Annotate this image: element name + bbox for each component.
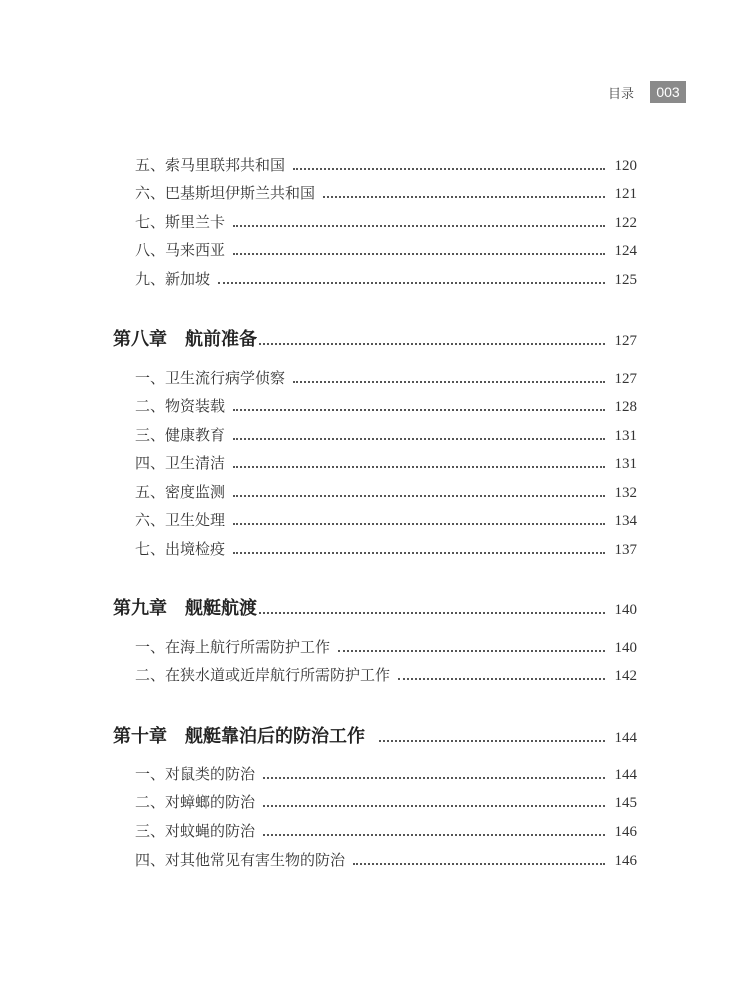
toc-entry-page: 144 [614,767,637,783]
toc-entry[interactable] [135,792,637,812]
dot-leader [233,225,604,227]
dot-leader [233,523,604,525]
toc-chapter-page: 127 [614,333,637,349]
toc-entry-page: 145 [614,795,637,811]
dot-leader [263,805,604,807]
toc-chapter-title: 第九章 舰艇航渡 [113,598,257,619]
toc-entry-title: 三、健康教育 [135,426,226,444]
toc-entry-page: 146 [614,824,637,840]
toc-entry-page: 140 [614,640,637,656]
dot-leader [353,863,604,865]
toc-chapter[interactable] [113,327,637,351]
dot-leader [398,678,604,680]
toc-chapter[interactable] [113,724,637,748]
toc-entry[interactable] [135,510,637,530]
toc-chapter[interactable] [113,596,637,620]
dot-leader [263,834,604,836]
dot-leader [293,168,604,170]
toc-entry[interactable] [135,637,637,657]
toc-entry-title: 七、出境检疫 [135,540,226,558]
toc-entry-page: 122 [614,215,637,231]
dot-leader [233,466,604,468]
toc-entry-page: 131 [614,456,637,472]
toc-entry[interactable] [135,155,637,175]
toc-entry-page: 137 [614,542,637,558]
toc-entry[interactable] [135,764,637,784]
dot-leader [233,409,604,411]
header-title: 目录 [607,86,634,102]
toc-entry-page: 121 [614,186,637,202]
toc-entry-title: 三、对蚊蝇的防治 [135,822,256,840]
dot-leader [323,196,604,198]
dot-leader [233,552,604,554]
toc-entry-page: 125 [614,272,637,288]
toc-entry[interactable] [135,183,637,203]
dot-leader [233,495,604,497]
running-header [608,81,686,103]
dot-leader [218,282,604,284]
toc-entry[interactable] [135,453,637,473]
toc-entry[interactable] [135,396,637,416]
dot-leader [259,343,605,345]
dot-leader [259,612,605,614]
toc-entry[interactable] [135,368,637,388]
toc-entry[interactable] [135,425,637,445]
toc-entry-title: 六、巴基斯坦伊斯兰共和国 [135,184,316,202]
toc-entry[interactable] [135,821,637,841]
toc-chapter-page: 140 [614,602,637,618]
toc-entry-page: 124 [614,243,637,259]
toc-entry-title: 二、对蟑螂的防治 [135,793,256,811]
toc-entry-title: 八、马来西亚 [135,241,226,259]
dot-leader [233,253,604,255]
page-number-badge: 003 [650,81,686,103]
toc-entry-page: 132 [614,485,637,501]
toc-entry-title: 四、卫生清洁 [135,454,226,472]
toc-entry[interactable] [135,539,637,559]
toc-entry-page: 128 [614,399,637,415]
toc-entry[interactable] [135,665,637,685]
toc-entry[interactable] [135,850,637,870]
toc-entry[interactable] [135,240,637,260]
toc-entry-page: 131 [614,428,637,444]
toc-entry-title: 一、对鼠类的防治 [135,765,256,783]
toc-chapter-title: 第八章 航前准备 [113,329,257,350]
toc-entry-title: 四、对其他常见有害生物的防治 [135,851,346,869]
toc-entry-page: 134 [614,513,637,529]
toc-entry-title: 五、密度监测 [135,483,226,501]
toc-entry-page: 146 [614,853,637,869]
toc-entry-page: 127 [614,371,637,387]
toc-chapter-title: 第十章 舰艇靠泊后的防治工作 [113,726,365,747]
toc-entry[interactable] [135,269,637,289]
toc-entry-title: 一、卫生流行病学侦察 [135,369,286,387]
toc-entry-title: 二、物资装载 [135,397,226,415]
dot-leader [379,740,605,742]
toc-entry-title: 七、斯里兰卡 [135,213,226,231]
toc-entry[interactable] [135,482,637,502]
toc-entry-page: 120 [614,158,637,174]
toc-chapter-page: 144 [614,730,637,746]
toc-entry-title: 五、索马里联邦共和国 [135,156,286,174]
dot-leader [338,650,604,652]
toc-entry-page: 142 [614,668,637,684]
toc-entry-title: 二、在狭水道或近岸航行所需防护工作 [135,666,391,684]
dot-leader [263,777,604,779]
toc-entry-title: 六、卫生处理 [135,511,226,529]
toc-entry-title: 九、新加坡 [135,270,211,288]
toc-entry-title: 一、在海上航行所需防护工作 [135,638,331,656]
dot-leader [233,438,604,440]
dot-leader [293,381,604,383]
toc-entry[interactable] [135,212,637,232]
